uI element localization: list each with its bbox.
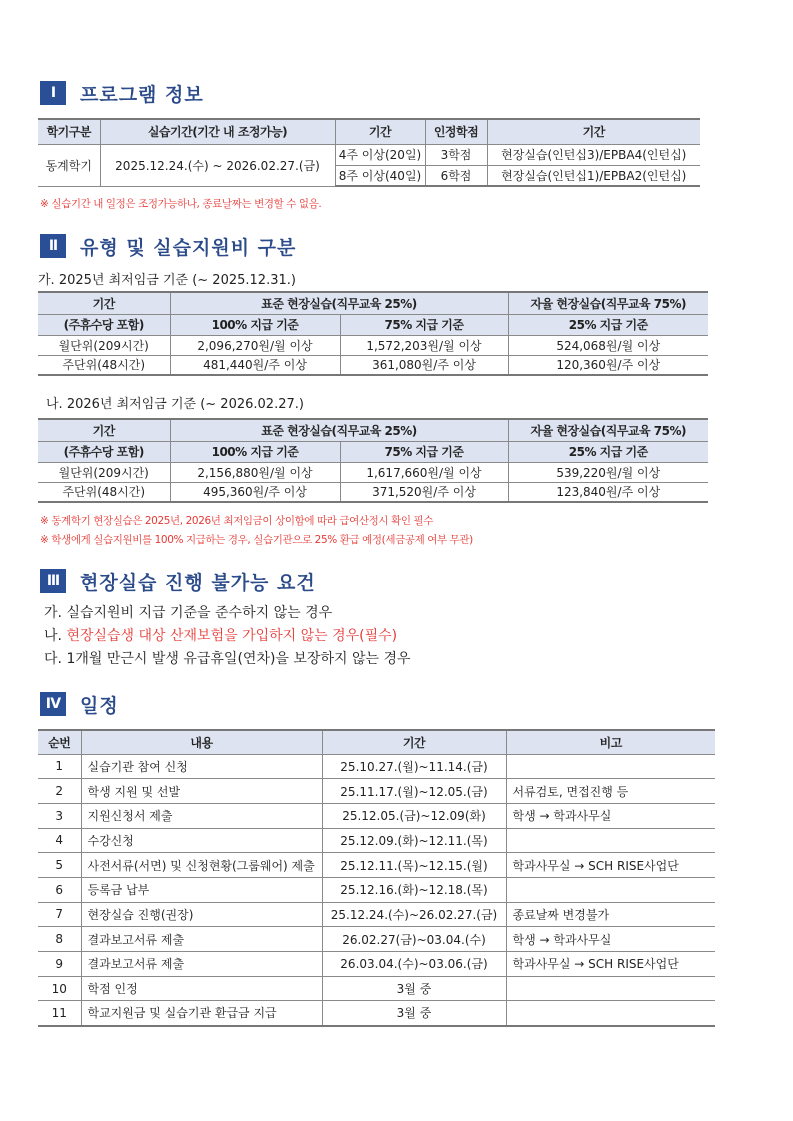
course-cell: 현장실습(인턴십3)/EPBA4(인턴십) bbox=[487, 144, 700, 165]
table-row bbox=[38, 1001, 715, 1026]
condition-item bbox=[44, 648, 411, 668]
condition-item bbox=[44, 625, 397, 645]
wage-note-1: ※ 동계학기 현장실습은 2025년, 2026년 최저임금이 상이함에 따라 급여산정시 확인 필수 bbox=[40, 515, 433, 527]
row-period: 25.12.24.(수)~26.02.27.(금) bbox=[322, 902, 506, 927]
table-row bbox=[38, 828, 715, 853]
header-25: 25% 지급 기준 bbox=[508, 314, 708, 335]
row-number: 8 bbox=[38, 927, 81, 952]
header-period-sub: (주휴수당 포함) bbox=[38, 441, 170, 462]
row-remark: 종료날짜 변경불가 bbox=[506, 902, 715, 927]
header-content: 내용 bbox=[81, 730, 322, 754]
row-remark bbox=[506, 976, 715, 1001]
header-standard: 표준 현장실습(직무교육 25%) bbox=[170, 292, 508, 314]
table-row bbox=[38, 803, 715, 828]
row-period: 26.02.27(금)~03.04.(수) bbox=[322, 927, 506, 952]
section-number-badge: Ⅳ bbox=[40, 692, 66, 716]
row-number: 2 bbox=[38, 779, 81, 804]
section-4-heading bbox=[40, 692, 119, 716]
row-period: 25.10.27.(월)~11.14.(금) bbox=[322, 754, 506, 779]
row-remark bbox=[506, 754, 715, 779]
header-course: 기간 bbox=[487, 119, 700, 144]
row-content: 결과보고서류 제출 bbox=[81, 952, 322, 977]
value-cell: 123,840원/주 이상 bbox=[508, 482, 708, 502]
row-period: 25.12.09.(화)~12.11.(목) bbox=[322, 828, 506, 853]
header-duration: 기간 bbox=[335, 119, 425, 144]
value-cell: 481,440원/주 이상 bbox=[170, 355, 340, 375]
section-number-badge: Ⅱ bbox=[40, 234, 66, 258]
header-period: 기간 bbox=[38, 419, 170, 441]
header-standard: 표준 현장실습(직무교육 25%) bbox=[170, 419, 508, 441]
wage-note-2: ※ 학생에게 실습지원비를 100% 지급하는 경우, 실습기관으로 25% 환급 예정(세금공제 여부 무관) bbox=[40, 534, 473, 546]
row-period: 3월 중 bbox=[322, 1001, 506, 1026]
row-number: 7 bbox=[38, 902, 81, 927]
schedule-table bbox=[38, 729, 715, 1027]
item-prefix: 다. bbox=[44, 651, 62, 667]
section-number-badge: Ⅲ bbox=[40, 569, 66, 593]
row-content: 수강신청 bbox=[81, 828, 322, 853]
header-100: 100% 지급 기준 bbox=[170, 441, 340, 462]
value-cell: 1,617,660원/월 이상 bbox=[340, 462, 508, 482]
item-text: 현장실습생 대상 산재보험을 가입하지 않는 경우(필수) bbox=[66, 628, 398, 644]
header-credits: 인정학점 bbox=[425, 119, 487, 144]
table-row bbox=[38, 877, 715, 902]
row-number: 10 bbox=[38, 976, 81, 1001]
row-content: 결과보고서류 제출 bbox=[81, 927, 322, 952]
value-cell: 2,156,880원/월 이상 bbox=[170, 462, 340, 482]
unit-cell: 주단위(48시간) bbox=[38, 355, 170, 375]
value-cell: 495,360원/주 이상 bbox=[170, 482, 340, 502]
value-cell: 539,220원/월 이상 bbox=[508, 462, 708, 482]
condition-item bbox=[44, 602, 332, 622]
row-number: 6 bbox=[38, 877, 81, 902]
section-2-heading bbox=[40, 234, 296, 258]
header-25: 25% 지급 기준 bbox=[508, 441, 708, 462]
row-remark: 학과사무실 → SCH RISE사업단 bbox=[506, 853, 715, 878]
table-row bbox=[38, 902, 715, 927]
row-content: 학점 인정 bbox=[81, 976, 322, 1001]
header-75: 75% 지급 기준 bbox=[340, 314, 508, 335]
table-row bbox=[38, 754, 715, 779]
value-cell: 120,360원/주 이상 bbox=[508, 355, 708, 375]
header-period-sub: (주휴수당 포함) bbox=[38, 314, 170, 335]
table-row bbox=[38, 779, 715, 804]
table-caption-2026: 나. 2026년 최저임금 기준 (~ 2026.02.27.) bbox=[46, 397, 304, 412]
header-practice-period: 실습기간(기간 내 조정가능) bbox=[100, 119, 335, 144]
table-row bbox=[38, 927, 715, 952]
row-content: 학교지원금 및 실습기관 환급금 지급 bbox=[81, 1001, 322, 1026]
section-3-heading bbox=[40, 569, 316, 593]
table-row bbox=[38, 355, 708, 375]
unit-cell: 주단위(48시간) bbox=[38, 482, 170, 502]
row-period: 26.03.04.(수)~03.06.(금) bbox=[322, 952, 506, 977]
row-content: 학생 지원 및 선발 bbox=[81, 779, 322, 804]
row-period: 25.12.16.(화)~12.18.(목) bbox=[322, 877, 506, 902]
row-content: 현장실습 진행(권장) bbox=[81, 902, 322, 927]
duration-cell: 8주 이상(40일) bbox=[335, 165, 425, 186]
row-number: 3 bbox=[38, 803, 81, 828]
row-content: 등록금 납부 bbox=[81, 877, 322, 902]
header-period: 기간 bbox=[322, 730, 506, 754]
header-autonomous: 자율 현장실습(직무교육 75%) bbox=[508, 419, 708, 441]
item-text: 1개월 만근시 발생 유급휴일(연차)을 보장하지 않는 경우 bbox=[66, 651, 411, 667]
row-content: 사전서류(서면) 및 신청현황(그룹웨어) 제출 bbox=[81, 853, 322, 878]
row-number: 4 bbox=[38, 828, 81, 853]
row-number: 11 bbox=[38, 1001, 81, 1026]
period-note: ※ 실습기간 내 일정은 조정가능하나, 종료날짜는 변경할 수 없음. bbox=[40, 198, 322, 210]
row-period: 25.11.17.(월)~12.05.(금) bbox=[322, 779, 506, 804]
header-period: 기간 bbox=[38, 292, 170, 314]
table-row bbox=[38, 976, 715, 1001]
value-cell: 2,096,270원/월 이상 bbox=[170, 335, 340, 355]
program-info-table bbox=[38, 118, 700, 187]
table-row bbox=[38, 952, 715, 977]
duration-cell: 4주 이상(20일) bbox=[335, 144, 425, 165]
row-number: 5 bbox=[38, 853, 81, 878]
row-remark: 학생 → 학과사무실 bbox=[506, 927, 715, 952]
item-text: 실습지원비 지급 기준을 준수하지 않는 경우 bbox=[66, 605, 333, 621]
wage-table-2025 bbox=[38, 291, 708, 376]
value-cell: 361,080원/주 이상 bbox=[340, 355, 508, 375]
row-remark: 학생 → 학과사무실 bbox=[506, 803, 715, 828]
semester-cell: 동계학기 bbox=[38, 144, 100, 186]
header-100: 100% 지급 기준 bbox=[170, 314, 340, 335]
section-title: 현장실습 진행 불가능 요건 bbox=[80, 571, 316, 594]
section-title: 유형 및 실습지원비 구분 bbox=[80, 236, 297, 259]
row-content: 실습기관 참여 신청 bbox=[81, 754, 322, 779]
period-cell: 2025.12.24.(수) ~ 2026.02.27.(금) bbox=[100, 144, 335, 186]
table-row bbox=[38, 144, 700, 165]
header-remark: 비고 bbox=[506, 730, 715, 754]
course-cell: 현장실습(인턴십1)/EPBA2(인턴십) bbox=[487, 165, 700, 186]
credit-cell: 3학점 bbox=[425, 144, 487, 165]
section-1-heading bbox=[40, 81, 204, 105]
row-remark: 서류검토, 면접진행 등 bbox=[506, 779, 715, 804]
section-number-badge: Ⅰ bbox=[40, 81, 66, 105]
table-row bbox=[38, 482, 708, 502]
header-75: 75% 지급 기준 bbox=[340, 441, 508, 462]
value-cell: 371,520원/주 이상 bbox=[340, 482, 508, 502]
row-number: 1 bbox=[38, 754, 81, 779]
wage-table-2026 bbox=[38, 418, 708, 503]
value-cell: 524,068원/월 이상 bbox=[508, 335, 708, 355]
row-remark bbox=[506, 1001, 715, 1026]
table-caption-2025: 가. 2025년 최저임금 기준 (~ 2025.12.31.) bbox=[38, 273, 296, 288]
header-no: 순번 bbox=[38, 730, 81, 754]
section-title: 일정 bbox=[80, 694, 119, 717]
section-title: 프로그램 정보 bbox=[80, 83, 204, 106]
row-number: 9 bbox=[38, 952, 81, 977]
unit-cell: 월단위(209시간) bbox=[38, 462, 170, 482]
row-remark: 학과사무실 → SCH RISE사업단 bbox=[506, 952, 715, 977]
row-period: 25.12.11.(목)~12.15.(월) bbox=[322, 853, 506, 878]
value-cell: 1,572,203원/월 이상 bbox=[340, 335, 508, 355]
header-semester: 학기구분 bbox=[38, 119, 100, 144]
row-remark bbox=[506, 877, 715, 902]
row-content: 지원신청서 제출 bbox=[81, 803, 322, 828]
row-period: 25.12.05.(금)~12.09(화) bbox=[322, 803, 506, 828]
header-autonomous: 자율 현장실습(직무교육 75%) bbox=[508, 292, 708, 314]
table-row bbox=[38, 335, 708, 355]
table-row bbox=[38, 853, 715, 878]
item-prefix: 나. bbox=[44, 628, 62, 644]
credit-cell: 6학점 bbox=[425, 165, 487, 186]
unit-cell: 월단위(209시간) bbox=[38, 335, 170, 355]
item-prefix: 가. bbox=[44, 605, 62, 621]
row-period: 3월 중 bbox=[322, 976, 506, 1001]
table-row bbox=[38, 462, 708, 482]
row-remark bbox=[506, 828, 715, 853]
